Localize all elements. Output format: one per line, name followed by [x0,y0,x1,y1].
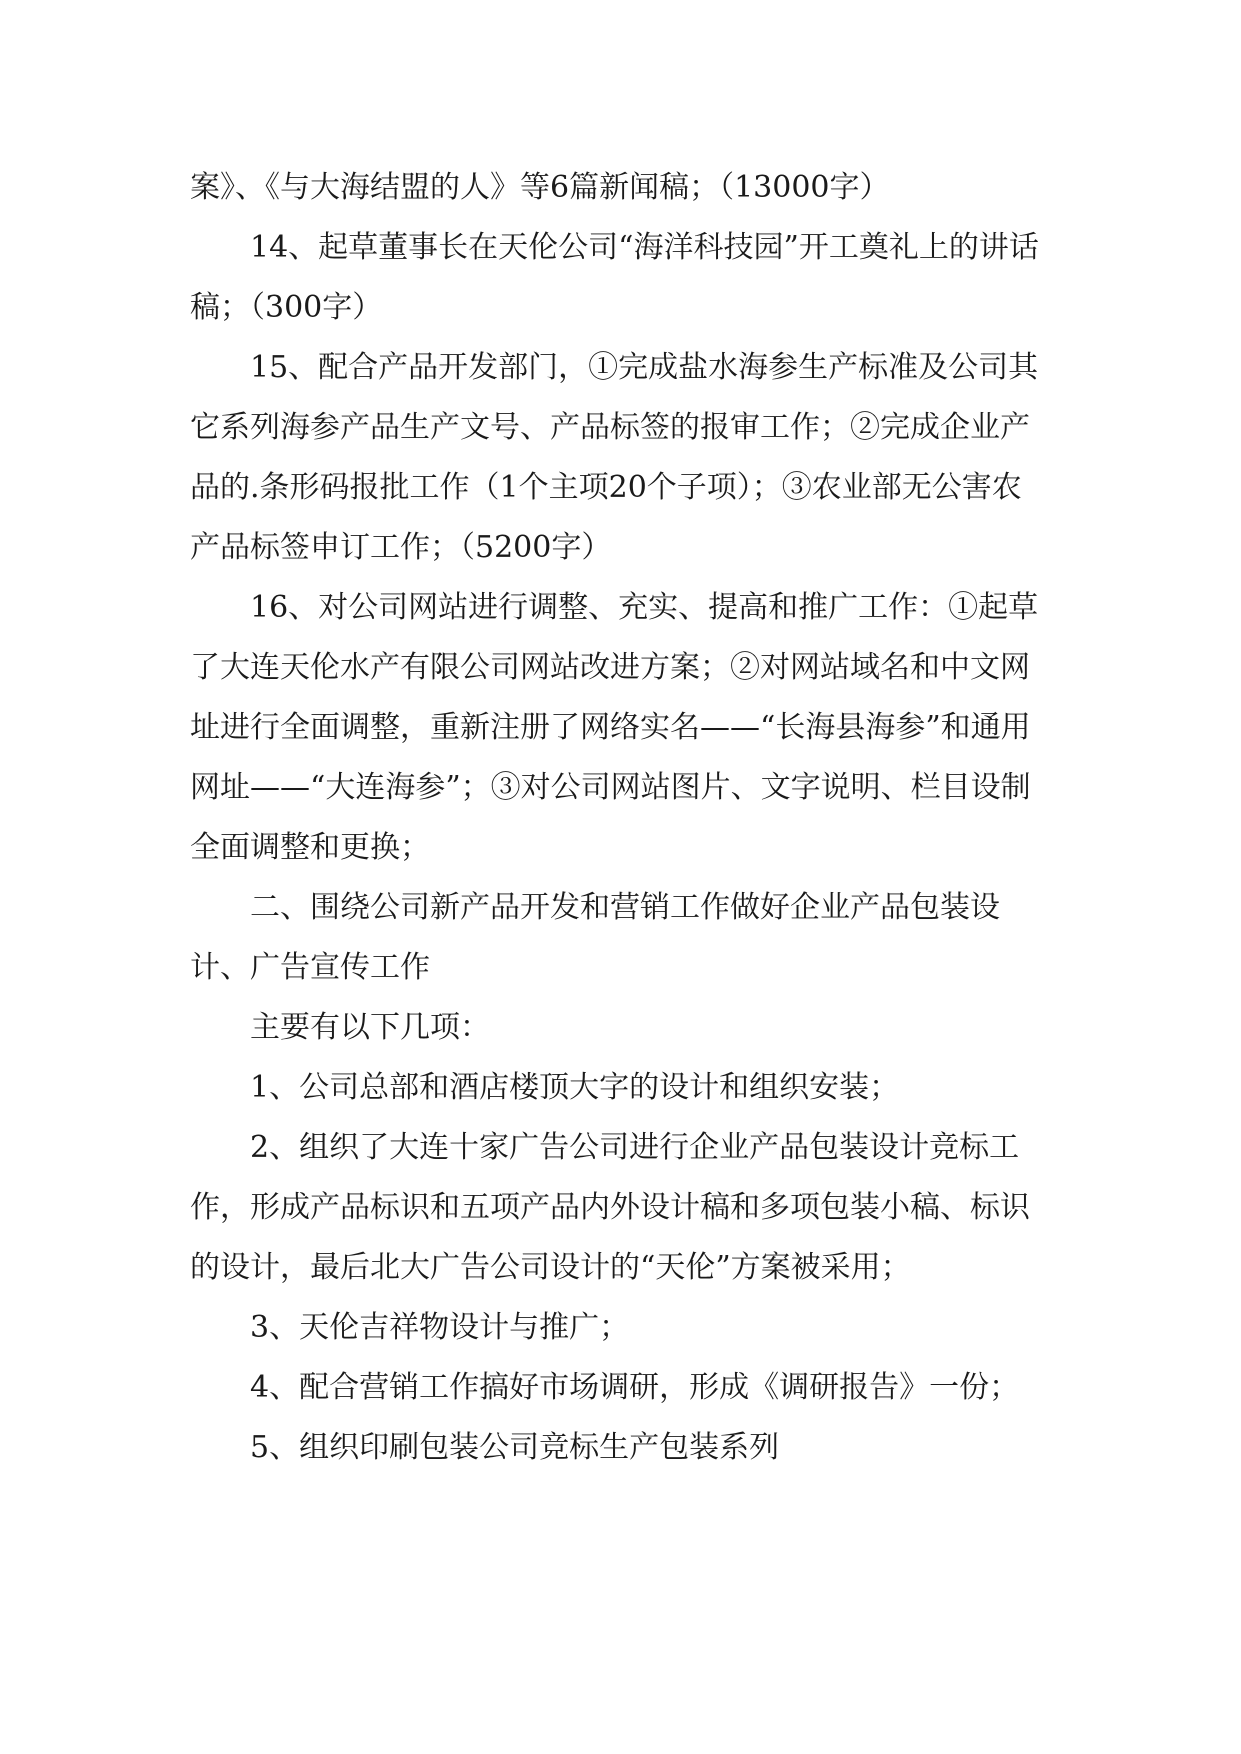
document-body [190,158,1050,1478]
list-item-5: 5、组织印刷包装公司竞标生产包装系列 [250,1430,780,1465]
paragraph-item-16: 16、对公司网站进行调整、充实、提高和推广工作：①起草了大连天伦水产有限公司网站改进方案；②对网站域名和中文网址进行全面调整，重新注册了网络实名——“长海县海参”和通用网址——“大连海参”；③对公司网站图片、文字说明、栏目设制全面调整和更换； [190,590,1039,865]
paragraph-intro: 主要有以下几项： [250,1010,490,1045]
paragraph-item-15: 15、配合产品开发部门，①完成盐水海参生产标准及公司其它系列海参产品生产文号、产品标签的报审工作；②完成企业产品的.条形码报批工作（1个主项20个子项）；③农业部无公害农产品标签申订工作；（5200字） [190,350,1039,565]
list-item-1: 1、公司总部和酒店楼顶大字的设计和组织安装； [250,1070,900,1105]
list-item-4: 4、配合营销工作搞好市场调研，形成《调研报告》一份； [250,1370,1020,1405]
list-item-3: 3、天伦吉祥物设计与推广； [250,1310,630,1345]
section-heading-2: 二、围绕公司新产品开发和营销工作做好企业产品包装设计、广告宣传工作 [190,890,1000,985]
paragraph-continuation: 案》、《与大海结盟的人》等6篇新闻稿；（13000字） [190,170,890,205]
paragraph-item-14: 14、起草董事长在天伦公司“海洋科技园”开工奠礼上的讲话稿；（300字） [190,230,1039,325]
list-item-2: 2、组织了大连十家广告公司进行企业产品包装设计竞标工作，形成产品标识和五项产品内外设计稿和多项包装小稿、标识的设计，最后北大广告公司设计的“天伦”方案被采用； [190,1130,1030,1285]
